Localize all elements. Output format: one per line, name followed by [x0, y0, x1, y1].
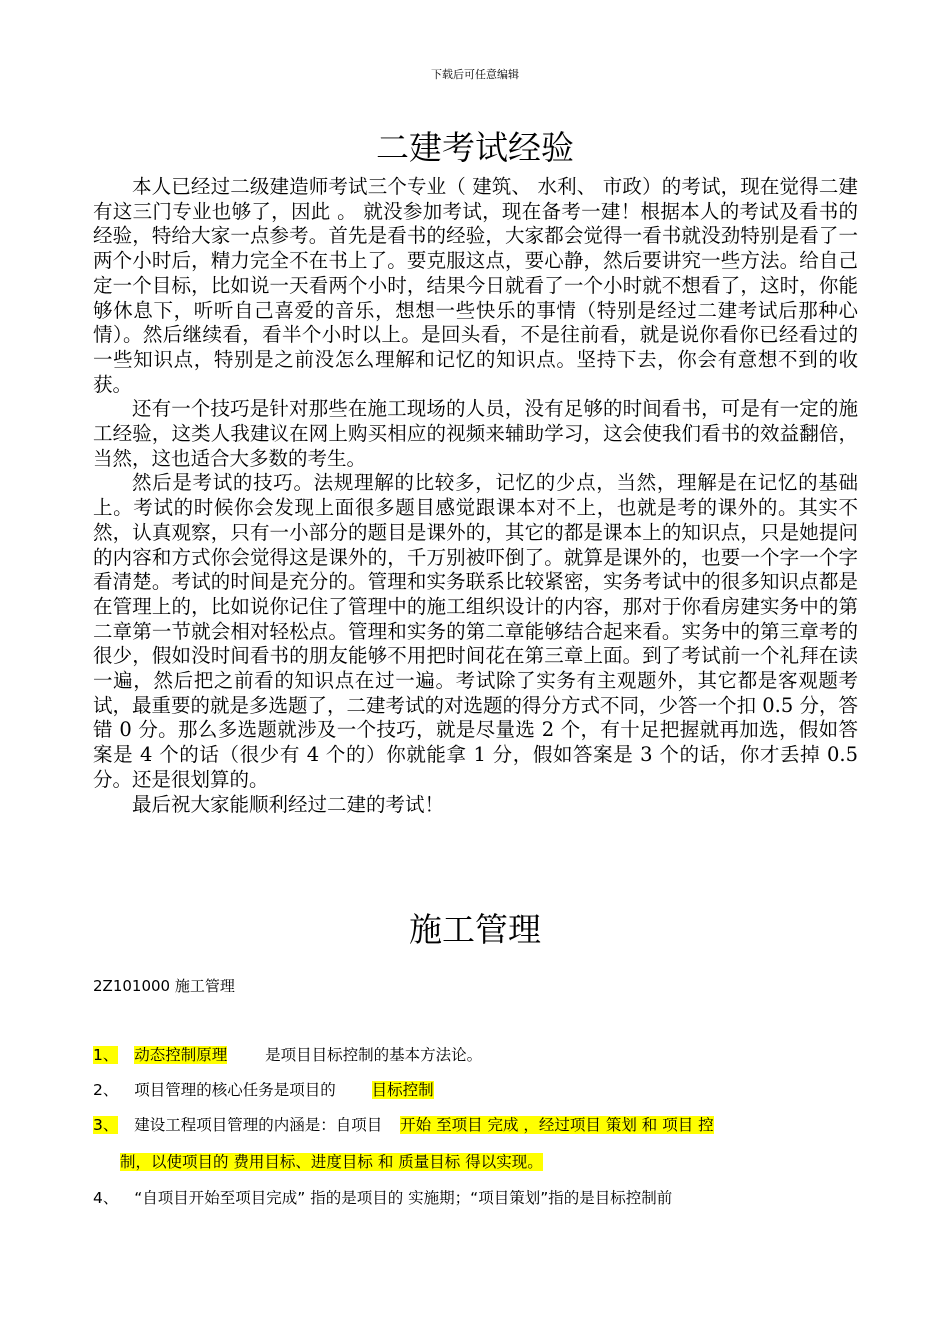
page-header: 下载后可任意编辑 — [431, 68, 519, 81]
paragraph-4: 最后祝大家能顺利经过二建的考试！ — [132, 792, 445, 816]
paragraph-1: 本人已经过二级建造师考试三个专业（ 建筑、 水利、 市政）的考试，现在觉得二建有这三门专业也够了，因此 。 就没参加考试，现在备考一建！根据本人的考试及看书的经验，特给大家一点参考。首先是看书的经验，大家都会觉得一看书就没劲特别是看了一两个小时后，精力完全不在书上了。要克服这点，要心静，然后要讲究一些方法。给自己定一个目标，比如说一天看两个小时，结果今日就看了一个小时就不想看了，这时，你能够休息下，听听自己喜爱的音乐，想想一些快乐的事情（特别是经过二建考试后那种心情）。然后继续看，看半个小时以上。是回头看，不是往前看，就是说你看你已经看过的一些知识点，特别是之前没怎么理解和记忆的知识点。坚持下去，你会有意想不到的收获。 — [93, 175, 858, 396]
item-number: 3、 — [93, 1116, 119, 1134]
highlighted-term: 开始 至项目 完成 ，经过项目 策划 和 项目 控 — [400, 1116, 714, 1134]
item-number: 4、 — [93, 1189, 119, 1207]
paragraph-2: 还有一个技巧是针对那些在施工现场的人员，没有足够的时间看书，可是有一定的施工经验，这类人我建议在网上购买相应的视频来辅助学习，这会使我们看书的效益翻倍，当然，这也适合大多数的考生。 — [93, 397, 858, 470]
list-item-3-continued — [120, 1150, 890, 1174]
highlighted-term: 制，以使项目的 费用目标、进度目标 和 质量目标 得以实现。 — [120, 1153, 543, 1171]
item-text: 是项目目标控制的基本方法论。 — [265, 1046, 483, 1064]
item-text: “自项目开始至项目完成” 指的是项目的 实施期；“项目策划”指的是目标控制前 — [134, 1189, 673, 1207]
highlighted-term: 动态控制原理 — [134, 1046, 228, 1064]
item-text: 项目管理的核心任务是项目的 — [134, 1081, 336, 1099]
document-title: 二建考试经验 — [376, 128, 574, 167]
list-item-4 — [93, 1186, 863, 1210]
experience-body — [93, 175, 858, 817]
section-code: 2Z101000 施工管理 — [93, 977, 235, 995]
paragraph-3: 然后是考试的技巧。法规理解的比较多，记忆的少点，当然，理解是在记忆的基础上。考试的时候你会发现上面很多题目感觉跟课本对不上，也就是考的课外的。其实不然，认真观察，只有一小部分的题目是课外的，其它的都是课本上的知识点，只是她提问的内容和方式你会觉得这是课外的，千万别被吓倒了。就算是课外的，也要一个字一个字看清楚。考试的时间是充分的。管理和实务联系比较紧密，实务考试中的很多知识点都是在管理上的，比如说你记住了管理中的施工组织设计的内容，那对于你看房建实务中的第二章第一节就会相对轻松点。管理和实务的第二章能够结合起来看。实务中的第三章考的很少，假如没时间看书的朋友能够不用把时间花在第三章上面。到了考试前一个礼拜在读一遍，然后把之前看的知识点在过一遍。考试除了实务有主观题外，其它都是客观题考试，最重要的就是多选题了，二建考试的对选题的得分方式不同，少答一个扣 0.5 分，答错 0 分。那么多选题就涉及一个技巧，就是尽量选 2 个，有十足把握就再加选，假如答案是 4 个的话（很少有 4 个的）你就能拿 1 分，假如答案是 3 个的话，你才丢掉 0.5 分。还是很划算的。 — [93, 471, 858, 791]
highlighted-term: 目标控制 — [371, 1081, 434, 1099]
item-number: 1、 — [93, 1046, 119, 1064]
item-text: 建设工程项目管理的内涵是：自项目 — [134, 1116, 383, 1134]
list-item-3 — [93, 1113, 863, 1137]
list-item-2 — [93, 1078, 863, 1102]
item-number: 2、 — [93, 1081, 119, 1099]
list-item-1 — [93, 1043, 863, 1067]
section-title: 施工管理 — [409, 910, 541, 949]
